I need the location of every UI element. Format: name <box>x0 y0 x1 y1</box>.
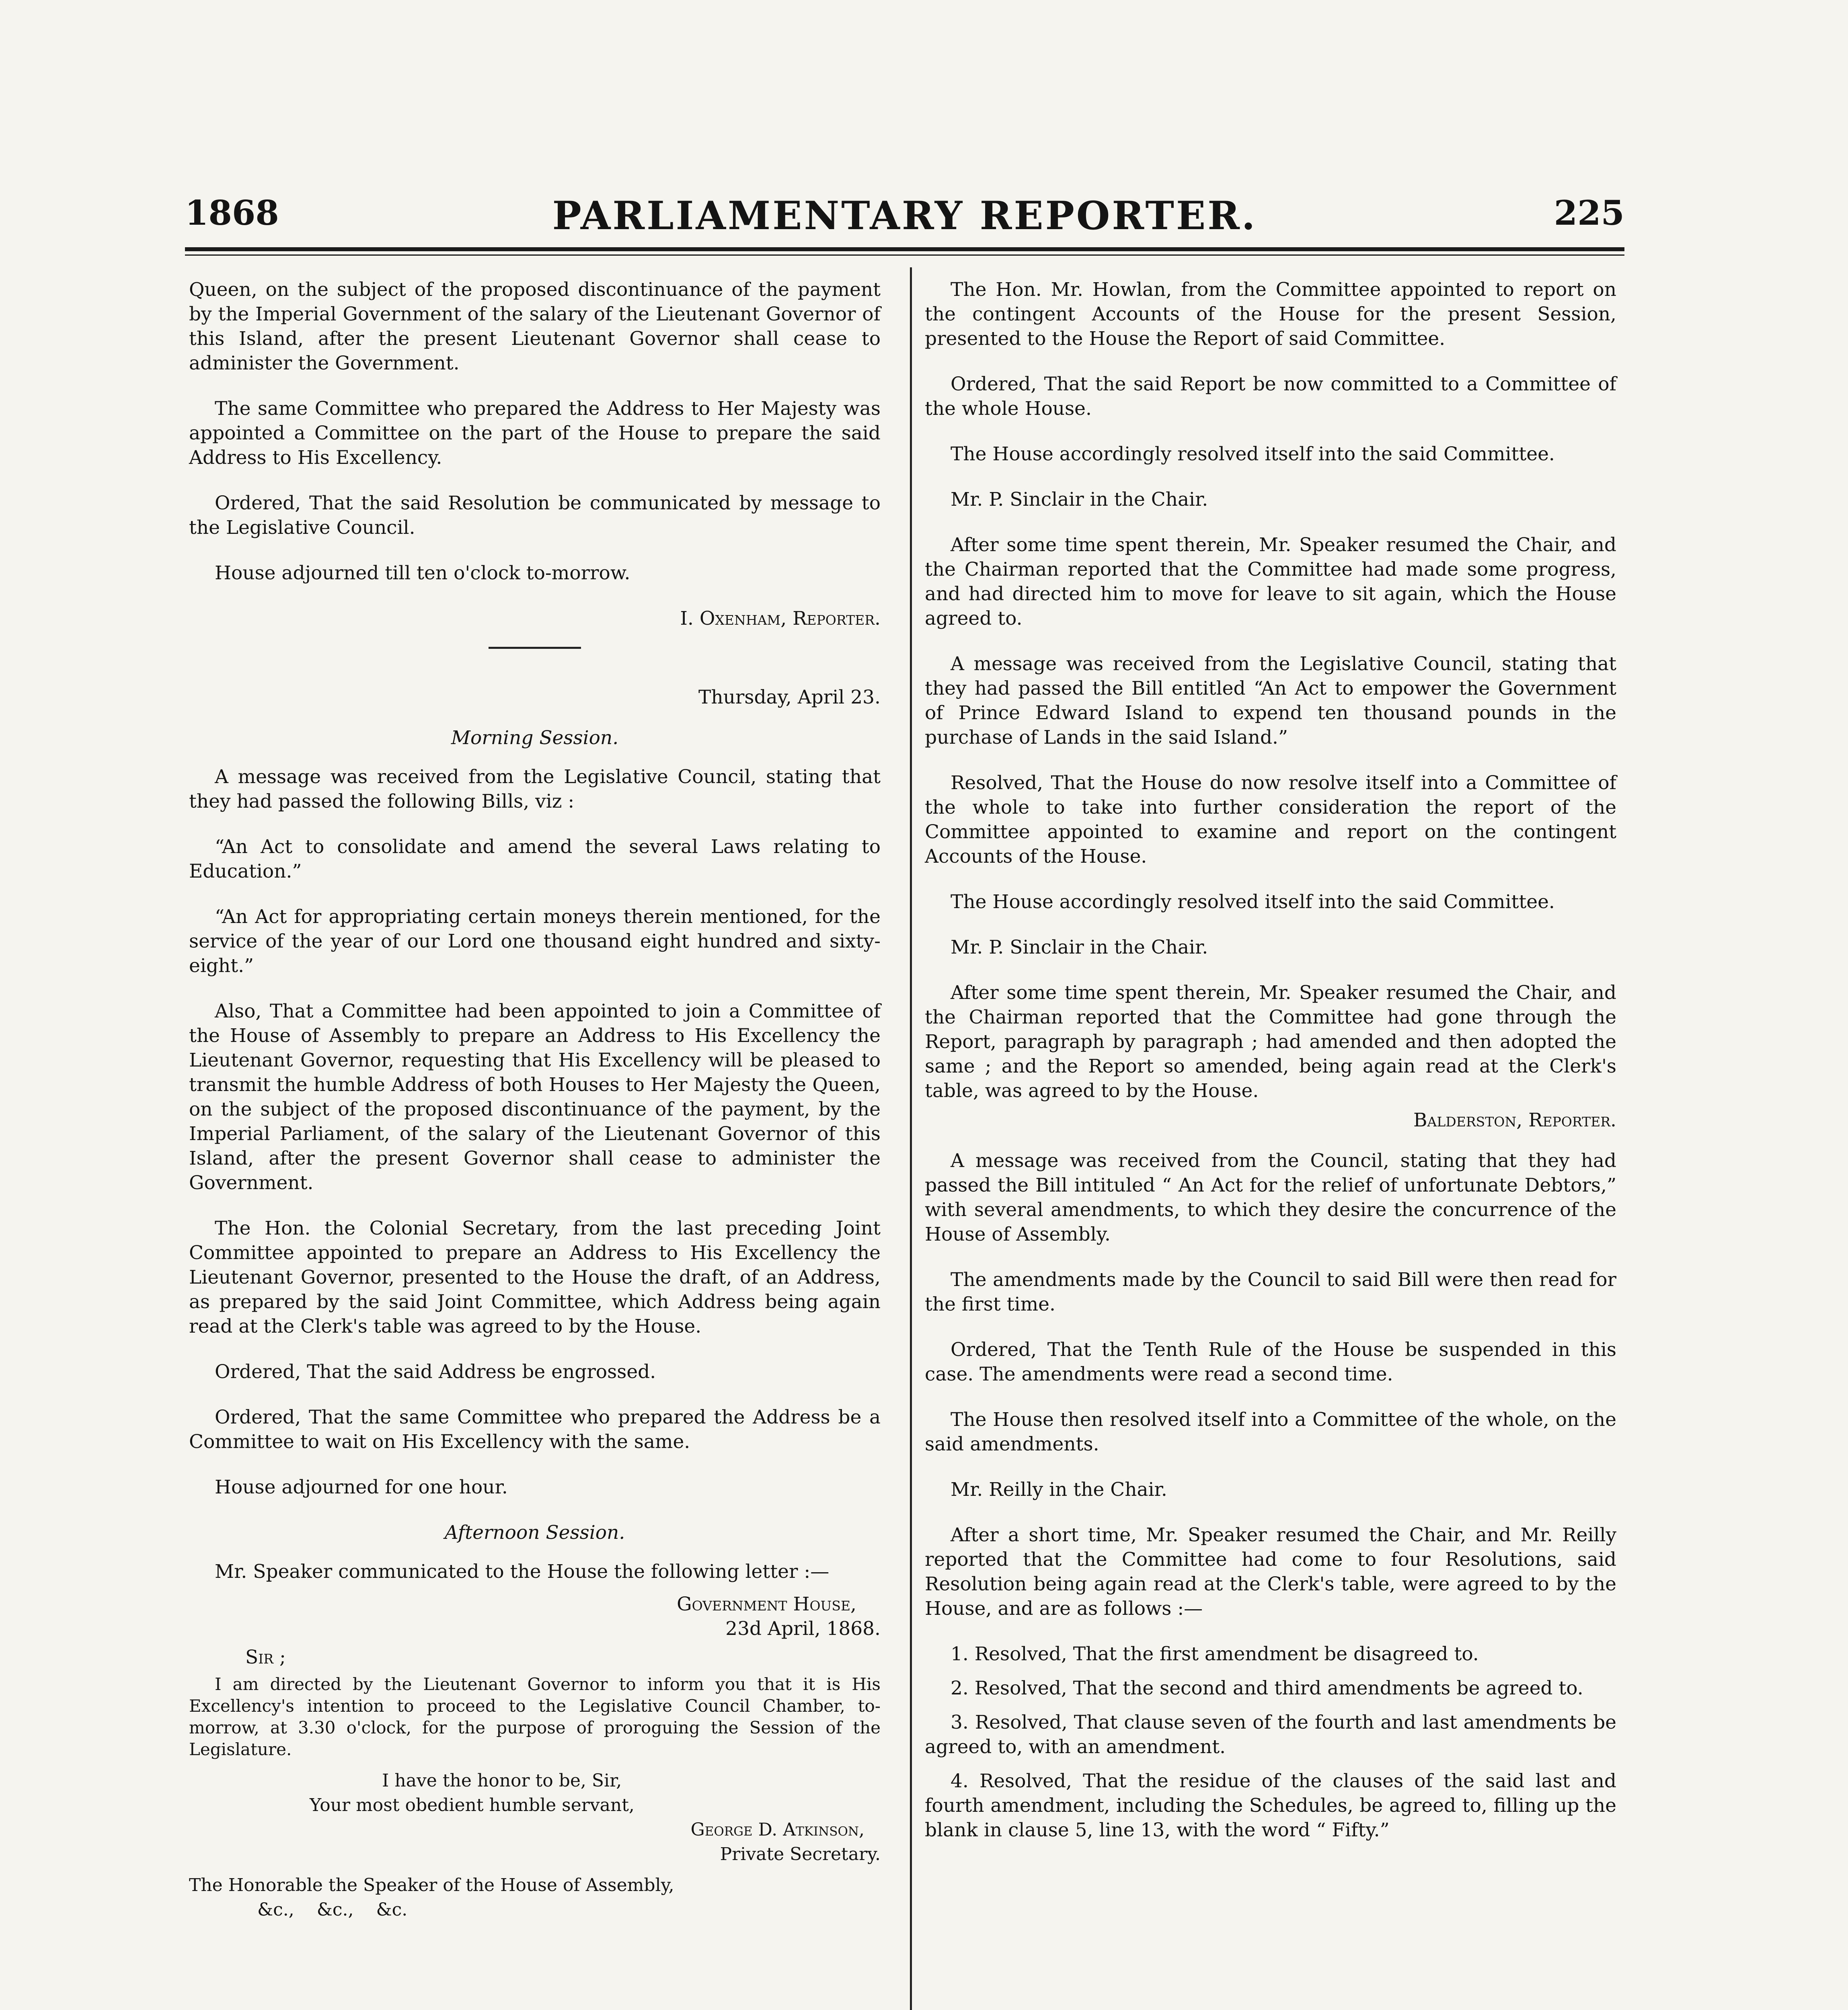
right-paragraph: After a short time, Mr. Speaker resumed the Chair, and Mr. Reilly reported that the Committee had come to four Resolutions, said Resolution being again read at the Clerk's table, were agreed to by the House, and are as follows :— <box>925 1524 1616 1620</box>
left-paragraph: House adjourned for one hour. <box>215 1476 508 1498</box>
left-paragraph: Queen, on the subject of the proposed discontinuance of the payment by the Imperial Government of the salary of the Lieutenant Governor of this Island, after the present Lieutenant Governor shall cease to administer the Government. <box>189 279 881 374</box>
right-paragraph: Resolved, That the House do now resolve itself into a Committee of the whole to take into further consideration the report of the Committee appointed to examine and report on the contingent Accounts of the House. <box>925 772 1616 868</box>
right-paragraph: A message was received from the Council, stating that they had passed the Bill intituled “ An Act for the relief of unfortunate Debtors,” with several amendments, to which they desire the concurrence of the House of Assembly. <box>925 1150 1616 1245</box>
resolution-item: 2. Resolved, That the second and third amendments be agreed to. <box>951 1677 1583 1699</box>
letter-closing: Your most obedient humble servant, <box>310 1795 634 1815</box>
right-paragraph: The House then resolved itself into a Committee of the whole, on the said amendments. <box>925 1409 1616 1455</box>
letter-signer: George D. Atkinson, <box>690 1819 864 1840</box>
left-paragraph: House adjourned till ten o'clock to-morrow. <box>215 562 630 584</box>
resolution-item: 1. Resolved, That the first amendment be disagreed to. <box>951 1643 1479 1665</box>
letter-salutation: Sir ; <box>245 1646 286 1668</box>
header-page-number: 225 <box>1554 193 1624 233</box>
right-paragraph: The House accordingly resolved itself into the said Committee. <box>951 443 1555 465</box>
page-header <box>185 193 1624 245</box>
session-date: Thursday, April 23. <box>698 686 881 708</box>
chair-note: Mr. Reilly in the Chair. <box>951 1479 1167 1501</box>
right-paragraph: A message was received from the Legislative Council, stating that they had passed the Bill entitled “An Act to empower the Government of Prince Edward Island to expend ten thousand pounds in the purchase of Lands in the said Island.” <box>925 653 1616 749</box>
letter <box>189 1592 881 1922</box>
right-paragraph: Ordered, That the said Report be now committed to a Committee of the whole House. <box>925 373 1616 420</box>
left-paragraph: A message was received from the Legislative Council, stating that they had passed the following Bills, viz : <box>189 766 881 812</box>
reporter-signature: Balderston, Reporter. <box>1413 1109 1616 1131</box>
right-column <box>925 277 1616 1863</box>
right-paragraph: After some time spent therein, Mr. Speaker resumed the Chair, and the Chairman reported that the Committee had gone through the Report, paragraph by paragraph ; had amended and then adopted the same ; and the Report so amended, being again read at the Clerk's table, was agreed to by the House. <box>925 982 1616 1102</box>
chair-note: Mr. P. Sinclair in the Chair. <box>951 936 1208 958</box>
bill-title: “An Act for appropriating certain moneys therein mentioned, for the service of the year of our Lord one thousand eight hundred and sixty-eight.” <box>189 906 881 977</box>
letter-signer-title: Private Secretary. <box>720 1844 881 1864</box>
reporter-signature: I. Oxenham, Reporter. <box>680 607 881 630</box>
right-paragraph: Ordered, That the Tenth Rule of the House be suspended in this case. The amendments were read a second time. <box>925 1339 1616 1385</box>
left-paragraph: Ordered, That the same Committee who prepared the Address be a Committee to wait on His Excellency with the same. <box>189 1406 881 1453</box>
right-paragraph: After some time spent therein, Mr. Speaker resumed the Chair, and the Chairman reported that the Committee had made some progress, and had directed him to move for leave to sit again, which the House agreed to. <box>925 534 1616 630</box>
left-paragraph: The Hon. the Colonial Secretary, from the last preceding Joint Committee appointed to prepare an Address to His Excellency the Lieutenant Governor, presented to the House the draft, of an Address, as prepared by the said Joint Committee, which Address being again read at the Clerk's table was agreed to by the House. <box>189 1217 881 1337</box>
session-heading: Morning Session. <box>451 727 619 749</box>
right-paragraph: The House accordingly resolved itself into the said Committee. <box>951 891 1555 913</box>
left-paragraph: Mr. Speaker communicated to the House the following letter :— <box>215 1561 830 1583</box>
letter-body: I am directed by the Lieutenant Governor to inform you that it is His Excellency's intention to proceed to the Legislative Council Chamber, to-morrow, at 3.30 o'clock, for the purpose of proroguing the Session of the Legislature. <box>189 1674 881 1759</box>
letter-closing: I have the honor to be, Sir, <box>382 1770 622 1791</box>
header-year: 1868 <box>185 193 279 233</box>
left-paragraph: Ordered, That the said Resolution be communicated by message to the Legislative Council. <box>189 492 881 539</box>
resolution-item: 4. Resolved, That the residue of the clauses of the said last and fourth amendment, including the Schedules, be agreed to, filling up the blank in clause 5, line 13, with the word “ Fifty.” <box>925 1770 1616 1841</box>
session-heading: Afternoon Session. <box>444 1522 625 1544</box>
header-rule-thick <box>185 247 1624 251</box>
left-paragraph: The same Committee who prepared the Address to Her Majesty was appointed a Committee on the part of the House to prepare the said Address to His Excellency. <box>189 398 881 469</box>
letter-date: 23d April, 1868. <box>725 1618 881 1640</box>
header-title: PARLIAMENTARY REPORTER. <box>552 193 1257 238</box>
section-rule <box>489 647 581 649</box>
resolution-item: 3. Resolved, That clause seven of the fourth and last amendments be agreed to, with an amendment. <box>925 1711 1616 1758</box>
chair-note: Mr. P. Sinclair in the Chair. <box>951 488 1208 511</box>
letter-addressee: The Honorable the Speaker of the House of Assembly, <box>189 1875 674 1895</box>
column-divider <box>910 267 912 2010</box>
right-paragraph: The Hon. Mr. Howlan, from the Committee appointed to report on the contingent Accounts of the House for the present Session, presented to the House the Report of said Committee. <box>925 279 1616 350</box>
bill-title: “An Act to consolidate and amend the several Laws relating to Education.” <box>189 836 881 882</box>
left-paragraph: Also, That a Committee had been appointed to join a Committee of the House of Assembly to prepare an Address to His Excellency the Lieutenant Governor, requesting that His Excellency will be pleased to transmit the humble Address of both Houses to Her Majesty the Queen, on the subject of the proposed discontinuance of the payment, by the Imperial Parliament, of the salary of the Lieutenant Governor of this Island, after the present Governor shall cease to administer the Government. <box>189 1000 881 1194</box>
left-paragraph: Ordered, That the said Address be engrossed. <box>215 1361 656 1383</box>
letter-place: Government House, <box>677 1593 856 1615</box>
header-rule-thin <box>185 254 1624 256</box>
right-paragraph: The amendments made by the Council to said Bill were then read for the first time. <box>925 1269 1616 1315</box>
left-column <box>189 277 881 1922</box>
letter-etc: &c., &c., &c. <box>257 1899 408 1920</box>
